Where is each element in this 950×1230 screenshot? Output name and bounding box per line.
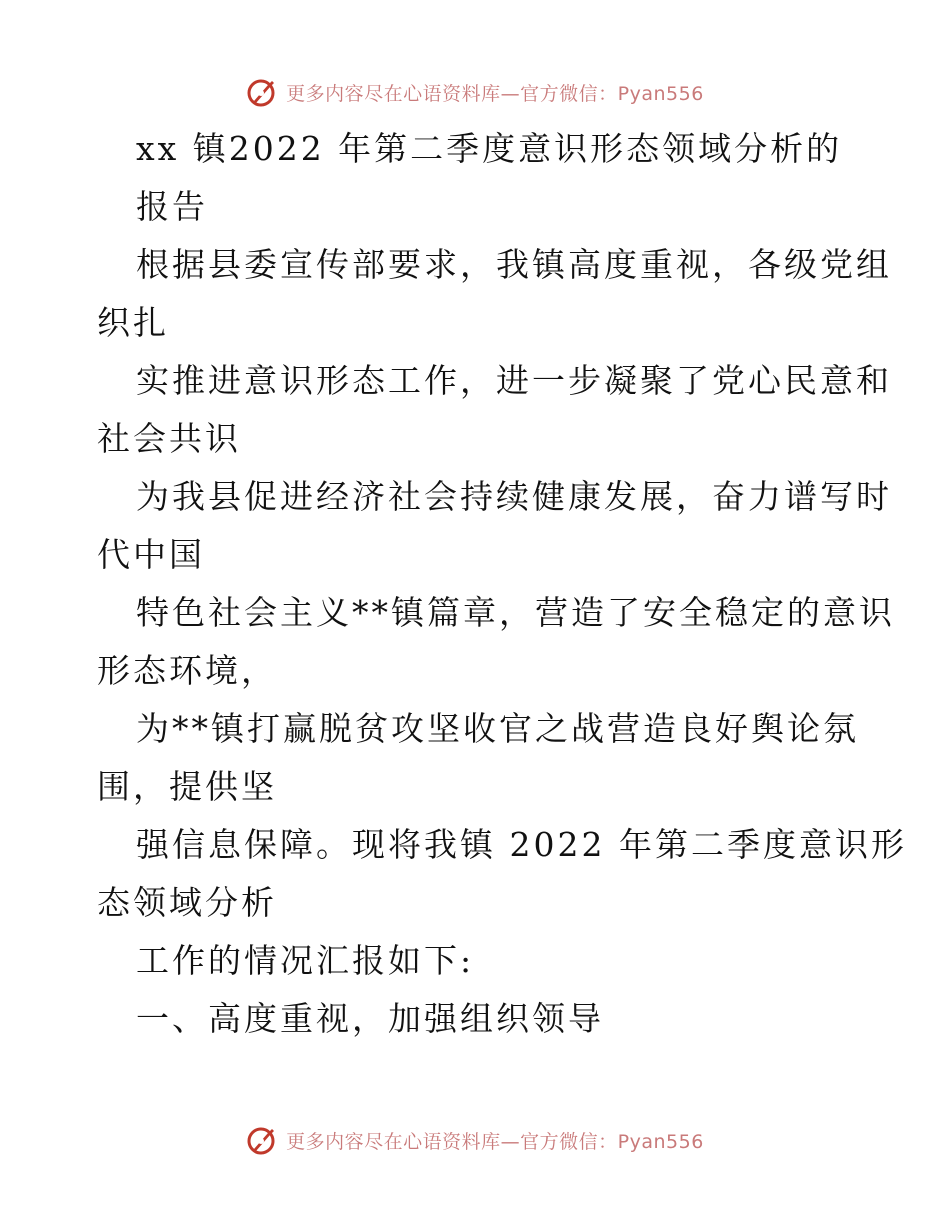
- paragraph-line: 根据县委宣传部要求，我镇高度重视，各级党组: [136, 245, 892, 284]
- paragraph-line: 实推进意识形态工作，进一步凝聚了党心民意和: [136, 361, 892, 400]
- paragraph-line: 代中国: [97, 535, 205, 574]
- paragraph-line: 形态环境，: [97, 651, 277, 690]
- paragraph-line: 工作的情况汇报如下:: [136, 941, 475, 980]
- watermark-text: 更多内容尽在心语资料库—官方微信：Pyan556: [286, 1130, 704, 1153]
- paragraph-line: 强信息保障。现将我镇 2022 年第二季度意识形: [136, 825, 907, 864]
- section-heading: 一、高度重视，加强组织领导: [136, 999, 604, 1038]
- doc-title-line-1: xx 镇2022 年第二季度意识形态领域分析的: [136, 129, 843, 168]
- watermark-footer: [0, 1120, 950, 1160]
- paragraph-line: 态领域分析: [97, 883, 277, 922]
- paragraph-line: 社会共识: [97, 419, 241, 458]
- paragraph-line: 为**镇打赢脱贫攻坚收官之战营造良好舆论氛: [136, 709, 859, 748]
- watermark-text: 更多内容尽在心语资料库—官方微信：Pyan556: [286, 82, 704, 105]
- paragraph-line: 特色社会主义**镇篇章，营造了安全稳定的意识: [136, 593, 895, 632]
- doc-title-line-2: 报告: [136, 187, 208, 226]
- pen-logo-icon: [246, 75, 280, 109]
- pen-logo-icon: [246, 1123, 280, 1157]
- paragraph-line: 为我县促进经济社会持续健康发展，奋力谱写时: [136, 477, 892, 516]
- document-body: [97, 120, 907, 1048]
- paragraph-line: 围，提供坚: [97, 767, 277, 806]
- paragraph-line: 织扎: [97, 303, 169, 342]
- watermark-header: [0, 72, 950, 112]
